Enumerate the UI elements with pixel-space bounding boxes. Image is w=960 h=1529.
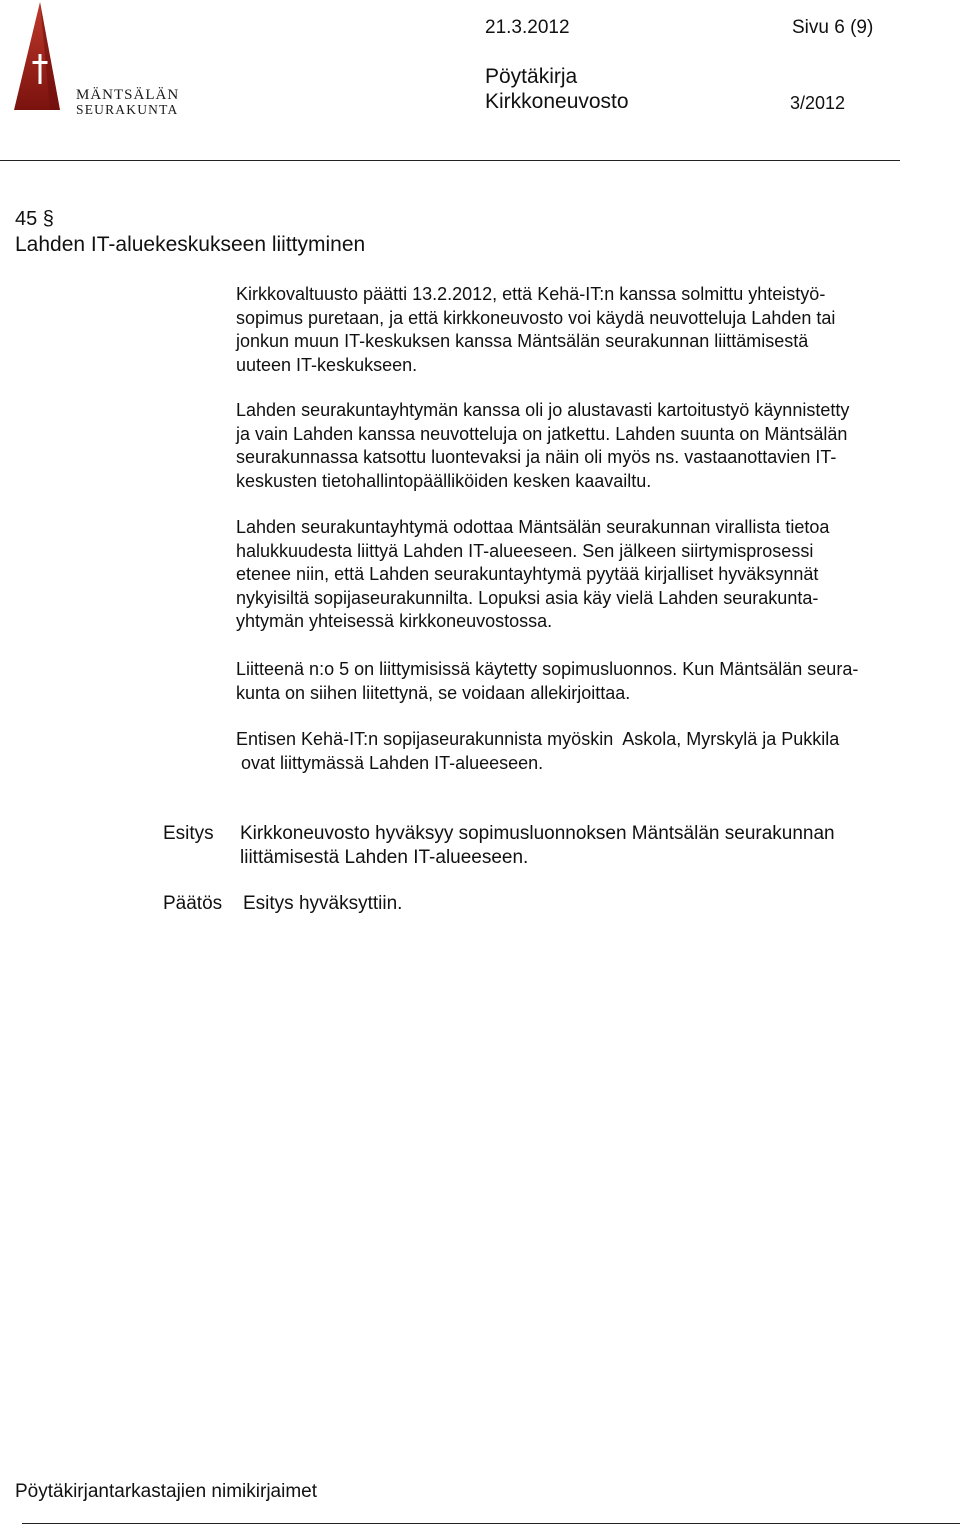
decision-label: Päätös <box>163 893 223 914</box>
paragraph-attachment: Liitteenä n:o 5 on liittymisissä käytetty sopimusluonnos. Kun Mäntsälän seura- kunta on siihen liitettynä, se voidaan allekirjoittaa. <box>236 659 859 703</box>
header-page-number: Sivu 6 (9) <box>792 17 874 38</box>
paragraph-process: Lahden seurakuntayhtymä odottaa Mäntsälän seurakunnan virallista tietoa halukkuudesta liittyä Lahden IT-alueeseen. Sen jälkeen siirtymisprosessi etenee niin, että Lahden seurakuntayhtymä pyytää kirjalliset hyväksynnät nykyisiltä sopijaseurakunnilta. Lopuksi asia käy vielä Lahden seurakunta- yhtymän yhteisessä kirkkoneuvostossa. <box>236 517 830 632</box>
paragraph-decision-background: Kirkkovaltuusto päätti 13.2.2012, että Kehä-IT:n kanssa solmittu yhteistyö- sopimus puretaan, ja että kirkkoneuvosto voi käydä neuvotteluja Lahden tai jonkun muun IT-keskuksen kanssa Mäntsälän seurakunnan liittämisestä uuteen IT-keskukseen. <box>236 284 836 375</box>
proposal-text: Kirkkoneuvosto hyväksyy sopimusluonnoksen Mäntsälän seurakunnan liittämisestä Lahden IT-alueeseen. <box>240 823 835 868</box>
header-document-type: Pöytäkirja <box>485 65 578 88</box>
header-body-name: Kirkkoneuvosto <box>485 90 629 113</box>
paragraph-negotiations: Lahden seurakuntayhtymän kanssa oli jo alustavasti kartoitustyö käynnistetty ja vain Lahden kanssa neuvotteluja on jatkettu. Lahden suunta on Mäntsälän seurakunnassa katsottu luontevaksi ja näin oli myös ns. vastaanottavien IT- keskusten tietohallintopäälliköiden kesken kaavailtu. <box>236 400 850 491</box>
footer-signature-label: Pöytäkirjantarkastajien nimikirjaimet <box>15 1481 317 1502</box>
proposal-label: Esitys <box>163 823 214 844</box>
item-title: Lahden IT-aluekeskukseen liittyminen <box>15 233 366 256</box>
church-logo <box>12 2 184 116</box>
item-number: 45 § <box>15 208 54 230</box>
decision-text: Esitys hyväksyttiin. <box>243 893 403 914</box>
header-meeting-number: 3/2012 <box>790 93 846 113</box>
logo-name: MÄNTSÄLÄN <box>76 87 180 103</box>
paragraph-other-parishes: Entisen Kehä-IT:n sopijaseurakunnista myöskin Askola, Myrskylä ja Pukkila ovat liittymässä Lahden IT-alueeseen. <box>236 729 840 773</box>
header-date: 21.3.2012 <box>485 17 570 38</box>
header-divider <box>0 160 900 161</box>
cross-icon <box>39 54 42 84</box>
footer-signature-line <box>22 1523 960 1524</box>
logo-subname: SEURAKUNTA <box>76 102 179 116</box>
